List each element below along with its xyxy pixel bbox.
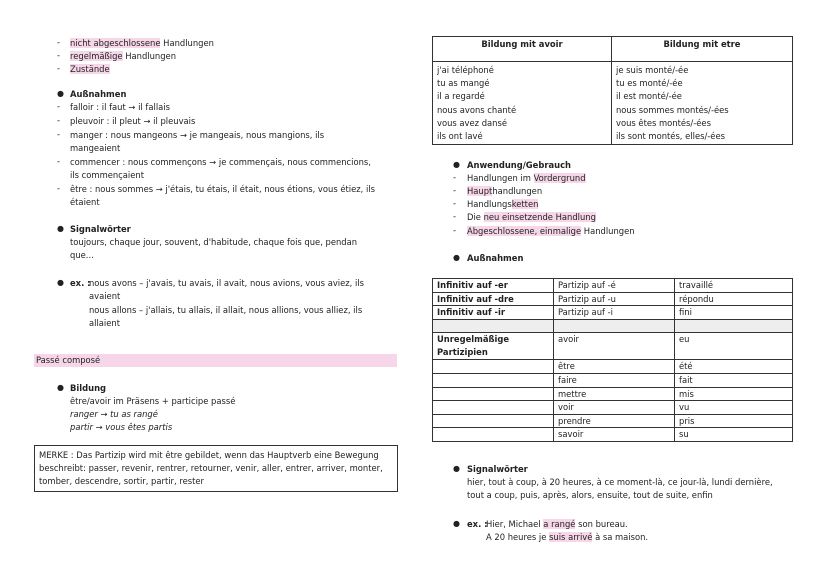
table-cell: vu bbox=[675, 401, 793, 415]
list-item: Zustände bbox=[70, 64, 110, 74]
list-item: Abgeschlossene, einmalige Handlungen bbox=[467, 226, 635, 236]
table-cell: avoir bbox=[554, 333, 675, 360]
table-row bbox=[433, 279, 793, 293]
bullet-icon: ● bbox=[57, 89, 64, 98]
participle-table bbox=[432, 278, 793, 442]
table-cell: travaillé bbox=[675, 279, 793, 293]
bildung-example: partir → vous êtes partis bbox=[70, 422, 173, 432]
table-cell: être bbox=[554, 360, 675, 374]
list-item: manger : nous mangeons → je mangeais, nous mangions, ils bbox=[70, 130, 325, 140]
example-line: nous allons – j'allais, tu allais, il allait, nous allions, vous alliez, ils bbox=[89, 305, 363, 315]
table-cell: pris bbox=[675, 414, 793, 428]
table-cell: Partizip auf -i bbox=[554, 306, 675, 320]
table-cell: Infinitiv auf -er bbox=[433, 279, 554, 293]
dash-marker: - bbox=[57, 183, 61, 193]
table-cell: Infinitiv auf -dre bbox=[433, 292, 554, 306]
table-cell bbox=[433, 360, 554, 374]
list-item: Die neu einsetzende Handlung bbox=[467, 212, 596, 222]
table-cell: répondu bbox=[675, 292, 793, 306]
dash-marker: - bbox=[57, 156, 61, 166]
list-item: Haupthandlungen bbox=[467, 186, 543, 196]
etre-line: tu es monté/-ée bbox=[616, 78, 683, 89]
bullet-icon: ● bbox=[453, 519, 460, 528]
dash-marker: - bbox=[57, 50, 61, 60]
table-cell: mis bbox=[675, 387, 793, 401]
table-cell: Unregelmäßige Partizipien bbox=[433, 333, 554, 360]
exceptions-heading: Außnahmen bbox=[467, 253, 524, 263]
table-row bbox=[433, 319, 793, 333]
table-cell: faire bbox=[554, 373, 675, 387]
usage-heading: Anwendung/Gebrauch bbox=[467, 160, 572, 170]
list-item: Handlungsketten bbox=[467, 199, 539, 209]
etre-line: ils sont montés, elles/-ées bbox=[616, 131, 725, 142]
list-item-continued: ils commençaient bbox=[70, 170, 144, 180]
bullet-icon: ● bbox=[453, 253, 460, 262]
table-row bbox=[433, 401, 793, 415]
signal-text: hier, tout à coup, à 20 heures, à ce moment-là, ce jour-là, lundi dernière, bbox=[467, 477, 773, 487]
table-cell bbox=[433, 414, 554, 428]
list-item: regelmäßige Handlungen bbox=[70, 51, 177, 61]
dash-marker: - bbox=[57, 37, 61, 47]
signal-heading: Signalwörter bbox=[467, 464, 528, 474]
signal-text: que... bbox=[70, 250, 94, 260]
avoir-line: ils ont lavé bbox=[437, 131, 483, 142]
table-header: Bildung mit avoir bbox=[433, 37, 612, 62]
list-item: être : nous sommes → j'étais, tu étais, il était, nous étions, vous étiez, ils bbox=[70, 184, 376, 194]
avoir-line: j'ai téléphoné bbox=[437, 65, 494, 75]
etre-cell bbox=[612, 62, 793, 145]
section-header bbox=[34, 354, 397, 367]
table-cell: Partizip auf -é bbox=[554, 279, 675, 293]
list-item-continued: mangeaient bbox=[70, 143, 121, 153]
bullet-icon: ● bbox=[453, 464, 460, 473]
table-cell bbox=[554, 319, 675, 333]
table-row bbox=[433, 428, 793, 442]
avoir-etre-table bbox=[432, 36, 793, 145]
table-cell bbox=[433, 319, 554, 333]
avoir-line: il a regardé bbox=[437, 91, 485, 102]
bullet-icon: ● bbox=[57, 224, 64, 233]
table-header: Bildung mit etre bbox=[612, 37, 793, 62]
list-item: Handlungen im Vordergrund bbox=[467, 173, 586, 183]
merke-line: MERKE : Das Partizip wird mit être gebildet, wenn das Hauptverb eine Bewegung bbox=[39, 450, 379, 460]
avoir-line: nous avons chanté bbox=[437, 104, 517, 115]
etre-line: nous sommes montés/-ées bbox=[616, 104, 729, 115]
example-line: A 20 heures je suis arrivé à sa maison. bbox=[486, 532, 649, 542]
signal-heading: Signalwörter bbox=[70, 224, 131, 234]
table-cell: voir bbox=[554, 401, 675, 415]
dash-marker: - bbox=[57, 115, 61, 125]
table-cell: savoir bbox=[554, 428, 675, 442]
etre-line: vous êtes montés/-ées bbox=[616, 117, 711, 128]
dash-marker: - bbox=[453, 225, 457, 235]
signal-text: tout a coup, puis, après, alors, ensuite, tout de suite, enfin bbox=[467, 490, 713, 500]
dash-marker: - bbox=[453, 172, 457, 182]
table-cell: su bbox=[675, 428, 793, 442]
table-row bbox=[433, 333, 793, 360]
section-title: Passé composé bbox=[36, 355, 101, 365]
avoir-line: tu as mangé bbox=[437, 78, 490, 89]
merke-line: beschreibt: passer, revenir, rentrer, retourner, venir, aller, entrer, arriver, monter, bbox=[39, 463, 383, 473]
dash-marker: - bbox=[453, 198, 457, 208]
bildung-text: être/avoir im Präsens + participe passé bbox=[70, 396, 236, 406]
dash-marker: - bbox=[57, 129, 61, 139]
table-row bbox=[433, 306, 793, 320]
table-row bbox=[433, 62, 793, 145]
etre-line: je suis monté/-ée bbox=[616, 65, 689, 75]
table-header-row bbox=[433, 37, 793, 62]
example-line: Hier, Michael a rangé son bureau. bbox=[486, 519, 628, 529]
example-line: avaient bbox=[89, 291, 121, 301]
table-cell bbox=[433, 428, 554, 442]
table-row bbox=[433, 387, 793, 401]
dash-marker: - bbox=[453, 185, 457, 195]
bullet-icon: ● bbox=[453, 160, 460, 169]
list-item-continued: étaient bbox=[70, 197, 100, 207]
table-row bbox=[433, 373, 793, 387]
bildung-example: ranger → tu as rangé bbox=[70, 409, 158, 419]
example-label: ex. : bbox=[70, 278, 91, 288]
table-cell bbox=[433, 373, 554, 387]
dash-marker: - bbox=[453, 211, 457, 221]
table-cell: eu bbox=[675, 333, 793, 360]
merke-box bbox=[34, 445, 398, 492]
table-cell bbox=[433, 387, 554, 401]
example-label: ex. : bbox=[467, 519, 488, 529]
signal-text: toujours, chaque jour, souvent, d'habitude, chaque fois que, pendan bbox=[70, 237, 358, 247]
example-line: nous avons – j'avais, tu avais, il avait, nous avions, vous aviez, ils bbox=[89, 278, 365, 288]
table-cell: mettre bbox=[554, 387, 675, 401]
table-cell bbox=[675, 319, 793, 333]
table-cell: fini bbox=[675, 306, 793, 320]
table-row bbox=[433, 292, 793, 306]
table-cell: Infinitiv auf -ir bbox=[433, 306, 554, 320]
example-line: allaient bbox=[89, 318, 120, 328]
avoir-line: vous avez dansé bbox=[437, 117, 507, 128]
dash-marker: - bbox=[57, 63, 61, 73]
table-row bbox=[433, 414, 793, 428]
list-item: falloir : il faut → il fallais bbox=[70, 102, 170, 112]
avoir-cell bbox=[433, 62, 612, 145]
dash-marker: - bbox=[57, 101, 61, 111]
table-row bbox=[433, 360, 793, 374]
bildung-heading: Bildung bbox=[70, 383, 107, 393]
list-item: commencer : nous commençons → je commençais, nous commencions, bbox=[70, 157, 371, 167]
table-cell bbox=[433, 401, 554, 415]
bullet-icon: ● bbox=[57, 383, 64, 392]
table-cell: fait bbox=[675, 373, 793, 387]
table-cell: prendre bbox=[554, 414, 675, 428]
table-cell: été bbox=[675, 360, 793, 374]
merke-line: tomber, descendre, sortir, partir, rester bbox=[39, 476, 204, 486]
bullet-icon: ● bbox=[57, 278, 64, 287]
list-item: nicht abgeschlossene Handlungen bbox=[70, 38, 214, 48]
table-cell: Partizip auf -u bbox=[554, 292, 675, 306]
exceptions-heading: Außnahmen bbox=[70, 89, 127, 99]
list-item: pleuvoir : il pleut → il pleuvais bbox=[70, 116, 196, 126]
etre-line: il est monté/-ée bbox=[616, 91, 682, 102]
